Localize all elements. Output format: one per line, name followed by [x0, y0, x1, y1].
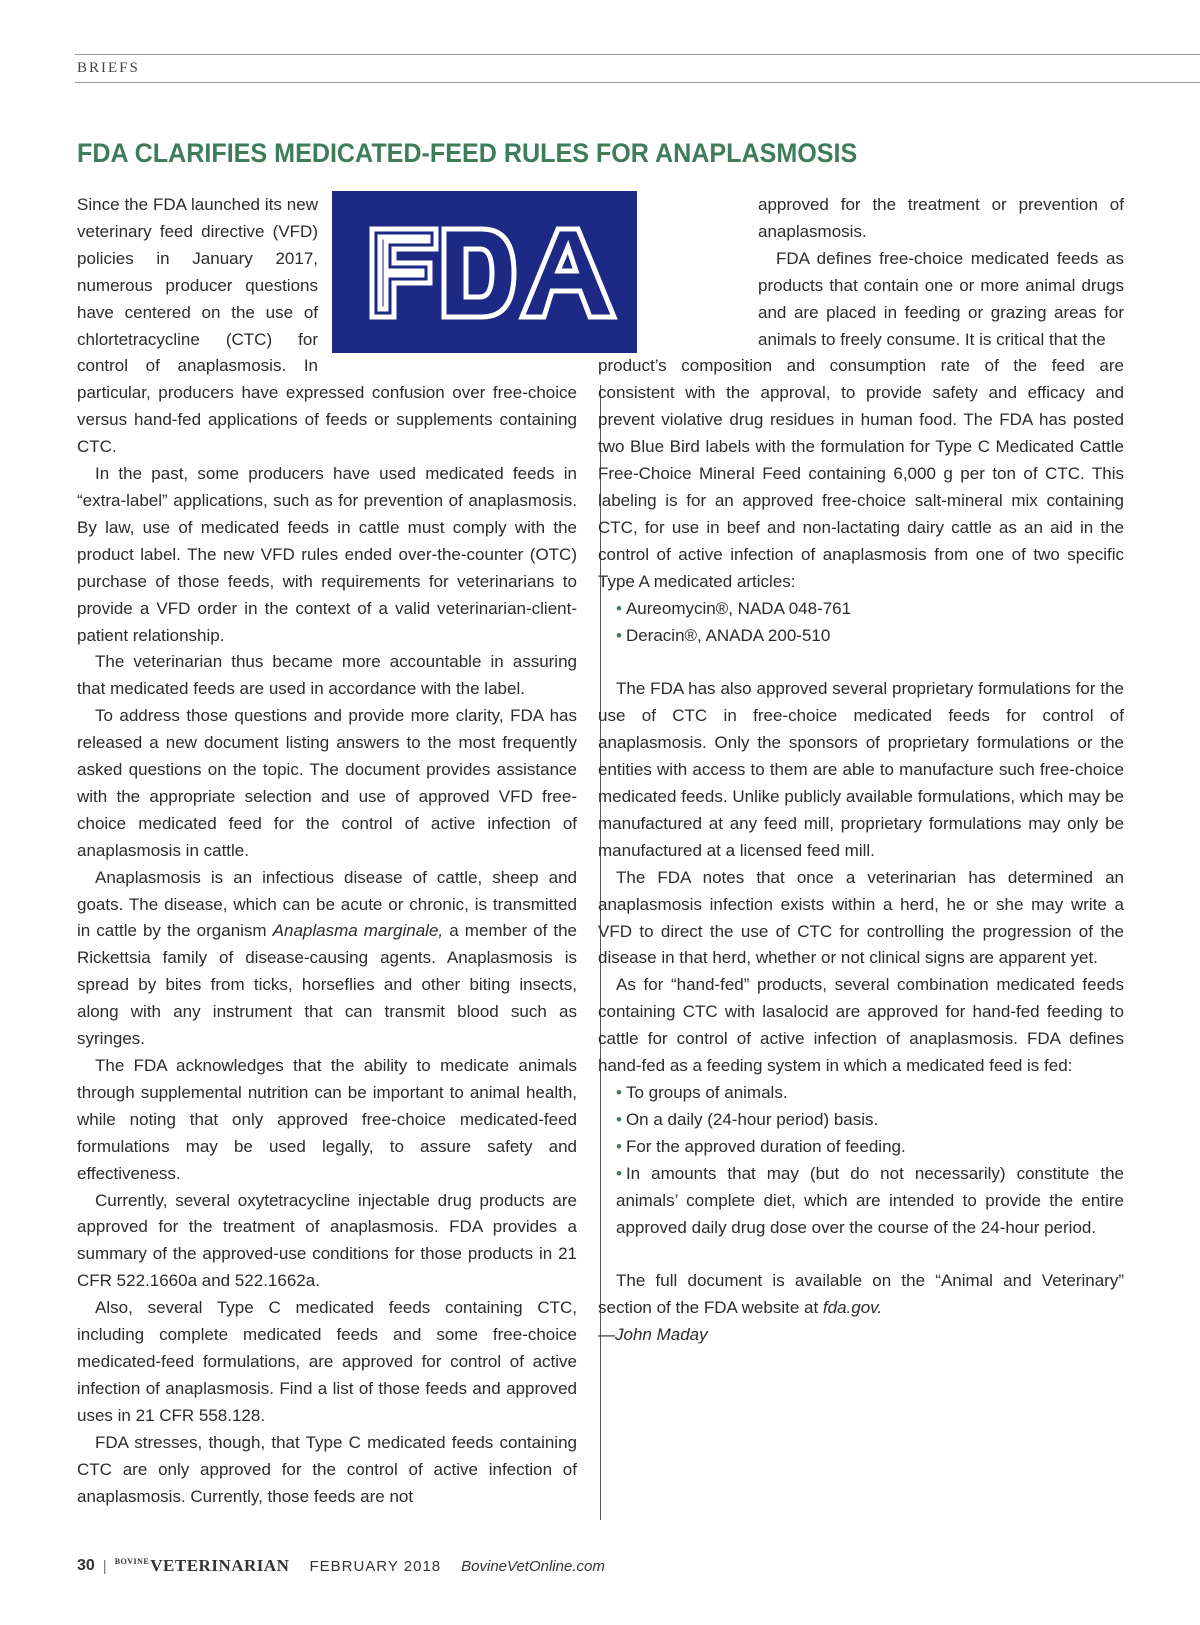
left-paragraph: The veterinarian thus became more accountable in assuring that medicated feeds are used in accordance with the label. [77, 652, 577, 699]
website-link[interactable]: BovineVetOnline.com [461, 1557, 605, 1575]
magazine-masthead: $^{BOVINE}$VETERINARIAN [114, 1556, 290, 1575]
left-column [77, 192, 577, 1510]
right-wrap-block [758, 192, 1124, 353]
left-paragraph: Anaplasmosis is an infectious disease of cattle, sheep and goats. The disease, which can be acute or chronic, is transmitted in cattle by the organism Anaplasma marginale, a member of the Rickettsia family of disease-causing agents. Anaplasmosis is spread by bites from ticks, horseflies and other biting insects, along with any instrument that can transmit blood such as syringes. [77, 867, 577, 1049]
fda-logo [332, 191, 637, 353]
footer-separator: | [102, 1557, 107, 1575]
right-paragraph: The FDA has also approved several proprietary formulations for the use of CTC in free-choice medicated feeds for control of anaplasmosis. Only the sponsors of proprietary formulations or the entities with access to them are able to manufacture such free-choice medicated feeds. Unlike publicly available formulations, which may be manufactured at any feed mill, proprietary formulations may only be manufactured at a licensed feed mill. [598, 679, 1124, 860]
right-paragraph: The FDA notes that once a veterinarian has determined an anaplasmosis infection exists within a herd, he or she may write a VFD to direct the use of CTC for controlling the progression of the disease in that herd, whether or not clinical signs are apparent yet. [598, 867, 1124, 968]
page-footer [77, 1556, 605, 1576]
fda-logo-mark [332, 191, 637, 353]
left-paragraph: Also, several Type C medicated feeds containing CTC, including complete medicated feeds and some free-choice medicated-feed formulations, are approved for control of active infection of anaplasmosis. Find a list of those feeds and approved uses in 21 CFR 558.128. [77, 1298, 577, 1425]
right-paragraph: product’s composition and consumption rate of the feed are consistent with the approval, to provide safety and efficacy and prevent violative drug residues in human food. The FDA has posted two Blue Bird labels with the formulation for Type C Medicated Cattle Free-Choice Mineral Feed containing 6,000 g per ton of CTC. This labeling is for an approved free-choice salt-mineral mix containing CTC, for use in beef and non-lactating dairy cattle as an aid in the control of active infection of anaplasmosis from one of two specific Type A medicated articles: [598, 356, 1124, 591]
section-rule [75, 82, 1200, 83]
article-list-item: • Aureomycin®, NADA 048-761 [598, 596, 1124, 623]
issue-date: FEBRUARY 2018 [309, 1557, 442, 1575]
fda-website-link[interactable]: fda.gov. [822, 1298, 883, 1318]
left-paragraph: Since the FDA launched its new veterinary feed directive (VFD) policies in January 2017, numerous producer questions have centered on the use of chlortetracycline (CTC) for control of anaplasmosis. In particular, producers have expressed confusion over free-choice versus hand-fed applications of feeds or supplements containing CTC. [77, 195, 577, 457]
left-paragraph: To address those questions and provide more clarity, FDA has released a new document listing answers to the most frequently asked questions on the topic. The document provides assistance with the appropriate selection and use of approved VFD free-choice medicated feed for the control of active infection of anaplasmosis in cattle. [77, 706, 577, 860]
left-paragraph: Currently, several oxytetracycline injectable drug products are approved for the treatment of anaplasmosis. FDA provides a summary of the approved-use conditions for those products in 21 CFR 522.1660a and 522.1662a. [77, 1190, 577, 1291]
right-column [598, 192, 1124, 1349]
right-main-block [598, 353, 1124, 1349]
article-headline: FDA CLARIFIES MEDICATED-FEED RULES FOR ANAPLASMOSIS [77, 138, 858, 168]
byline: —John Maday [598, 1325, 708, 1345]
right-paragraph: FDA defines free-choice medicated feeds as products that contain one or more animal drugs and are placed in feeding or grazing areas for animals to freely consume. It is critical that the [758, 248, 1124, 349]
left-paragraph: The FDA acknowledges that the ability to medicate animals through supplemental nutrition can be important to animal health, while noting that only approved free-choice medicated-feed formulations may be used legally, to assure safety and effectiveness. [77, 1056, 577, 1183]
handfed-list-item: • In amounts that may (but do not necessarily) constitute the animals’ complete diet, which are intended to provide the entire approved daily drug dose over the course of the 24-hour period. [598, 1161, 1124, 1242]
right-paragraph: As for “hand-fed” products, several combination medicated feeds containing CTC with lasalocid are approved for hand-fed feeding to cattle for control of active infection of anaplasmosis. FDA defines hand-fed as a feeding system in which a medicated feed is fed: [598, 975, 1124, 1076]
left-paragraph: FDA stresses, though, that Type C medicated feeds containing CTC are only approved for the control of active infection of anaplasmosis. Currently, those feeds are not [77, 1432, 577, 1506]
page-number: 30 [77, 1557, 95, 1574]
handfed-list-item: • To groups of animals. [598, 1080, 1124, 1107]
right-paragraph: approved for the treatment or prevention of anaplasmosis. [758, 195, 1124, 241]
left-paragraph: In the past, some producers have used medicated feeds in “extra-label” applications, such as for prevention of anaplasmosis. By law, use of medicated feeds in cattle must comply with the product label. The new VFD rules ended over-the-counter (OTC) purchase of those feeds, with requirements for veterinarians to provide a VFD order in the context of a valid veterinarian-client-patient relationship. [77, 464, 577, 645]
header-rule [75, 54, 1200, 55]
article-list-item: • Deracin®, ANADA 200-510 [598, 623, 1124, 650]
handfed-list-item: • For the approved duration of feeding. [598, 1134, 1124, 1161]
fda-logo-text: FDA [492, 351, 494, 352]
section-label: BRIEFS [77, 60, 140, 76]
handfed-list-item: • On a daily (24-hour period) basis. [598, 1107, 1124, 1134]
organism-name: Anaplasma marginale, [272, 921, 444, 941]
right-paragraph: The full document is available on the “Animal and Veterinary” section of the FDA website at fda.gov. [598, 1271, 1124, 1318]
